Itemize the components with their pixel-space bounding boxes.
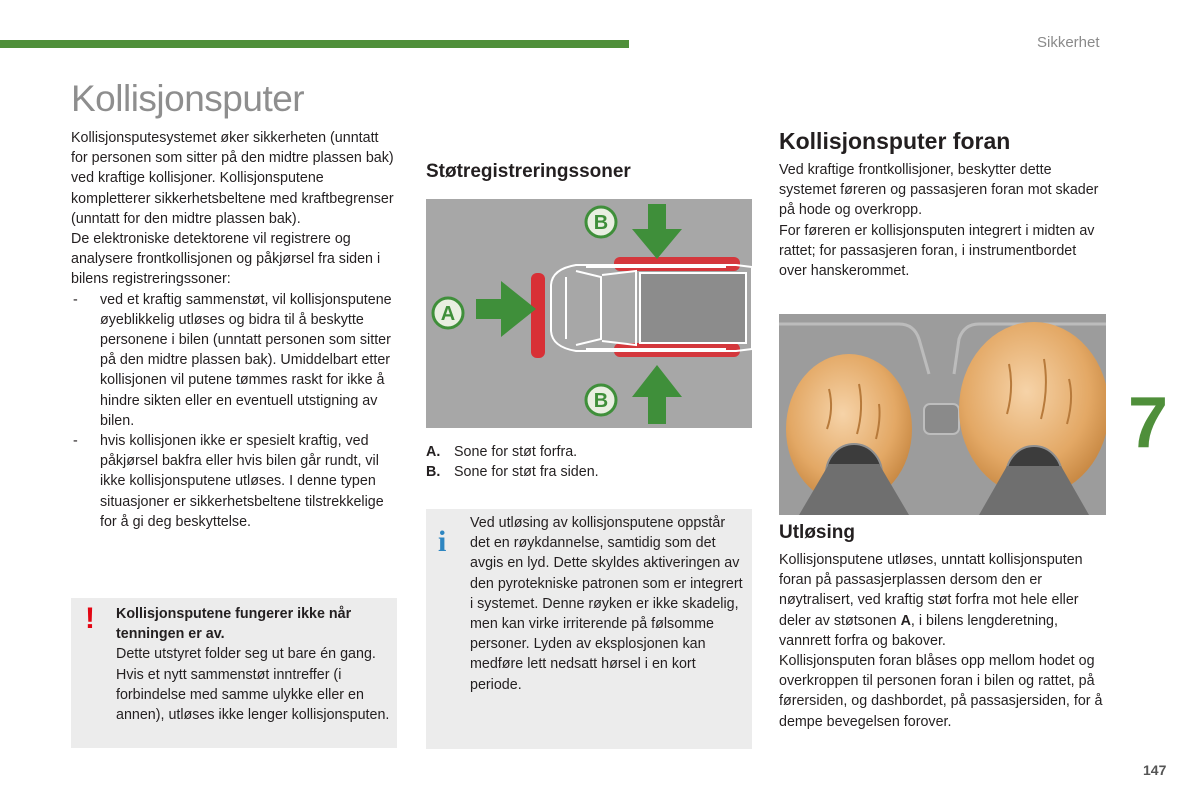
deploy-paragraph-1: Kollisjonsputene utløses, unntatt kollisjonsputen foran på passasjerplassen dersom den er nøytralisert, ved kraftig støt forfra mot hele eller deler av støtsonen A, i bilens lengderetning, vannrett forfra og bakover.	[779, 552, 1083, 649]
info-box	[426, 509, 752, 749]
deployment-heading: Utløsing	[779, 522, 855, 543]
intro-paragraph-2: De elektroniske detektorene vil registrere og analysere frontkollisjonen og påkjørsel fra siden i bilens registreringssoner:	[71, 231, 381, 288]
page-title: Kollisjonsputer	[71, 78, 305, 119]
warning-text: Dette utstyret folder seg ut bare én gang. Hvis et nytt sammenstøt inntreffer (i forbindelse med samme ulykke eller en annen), utløses ikke lenger kollisjonsputen.	[116, 646, 390, 724]
legend-item: A. Sone for støt forfra.	[426, 444, 578, 460]
chapter-number: 7	[1128, 383, 1169, 463]
intro-paragraph-1: Kollisjonsputesystemet øker sikkerheten (unntatt for personen som sitter på den midtre plassen bak) ved kraftige kollisjoner. Kollisjonsputene kompletterer sikkerhetsbeltene med kraftbegrenser (unntatt for den midtre plassen bak).	[71, 130, 394, 227]
label-b-bottom-icon	[586, 385, 616, 415]
zones-heading: Støtregistreringssoner	[426, 161, 631, 182]
info-icon: i	[438, 525, 447, 558]
svg-text:A: A	[440, 303, 456, 325]
label-b-top-icon	[586, 207, 616, 237]
label-a-icon	[433, 298, 463, 328]
impact-zones-figure	[426, 199, 752, 428]
warning-box	[71, 598, 397, 748]
deploy-paragraph-2: Kollisjonsputen foran blåses opp mellom hodet og overkroppen til personen foran i bilen og rattet, på førersiden, og dashbordet, på passasjersiden, for å dempe bevegelsen forover.	[779, 653, 1103, 730]
header-accent-bar	[0, 40, 629, 48]
page-number: 147	[1143, 762, 1167, 778]
front-paragraph-1: Ved kraftige frontkollisjoner, beskytter dette systemet føreren og passasjeren foran mot skader på hode og overkropp.	[779, 162, 1099, 219]
front-paragraph-2: For føreren er kollisjonsputen integrert i midten av rattet; for passasjeren foran, i instrumentbordet over hanskerommet.	[779, 222, 1095, 280]
front-airbags-heading: Kollisjonsputer foran	[779, 128, 1011, 154]
svg-text:B: B	[593, 390, 609, 412]
figure-legend	[426, 442, 599, 482]
legend-item: B. Sone for støt fra siden.	[426, 464, 599, 480]
warning-title: Kollisjonsputene fungerer ikke når tenningen er av.	[116, 606, 352, 643]
list-item: - ved et kraftig sammenstøt, vil kollisjonsputene øyeblikkelig utløses og bidra til å beskytte personene i bilen (unntatt personen som sitter på den midtre plassen bak). Umiddelbart etter kollisjonen vil putene tømmes raskt for ikke å hindre sikten eller en eventuell utstigning av bilen.	[73, 291, 392, 429]
section-label: Sikkerhet	[1037, 34, 1100, 51]
list-item: - hvis kollisjonen ikke er spesielt kraftig, ved påkjørsel bakfra eller hvis bilen går rundt, vil ikke kollisjonsputene utløses. I denne typen situasjoner er sikkerhetsbeltene tilstrekkelige for å gi deg beskyttelse.	[73, 433, 384, 530]
airbag-illustration	[779, 314, 1106, 515]
deployment-text	[779, 550, 1109, 732]
svg-text:B: B	[593, 212, 609, 234]
exclamation-icon: !	[85, 602, 95, 635]
front-airbags-text	[779, 160, 1105, 281]
bullet-list	[71, 290, 397, 532]
info-text: Ved utløsing av kollisjonsputene oppstår det en røykdannelse, samtidig som det avgis en lyd. Dette skyldes aktiveringen av den pyrotekniske patronen som er integrert i systemet. Denne røyken er ikke skadelig, men kan virke irriterende på følsomme personer. Lyden av eksplosjonen kan medføre lett nedsatt hørsel i en kort periode.	[470, 515, 743, 693]
car-top-view-illustration	[426, 199, 752, 428]
intro-column	[71, 128, 397, 532]
